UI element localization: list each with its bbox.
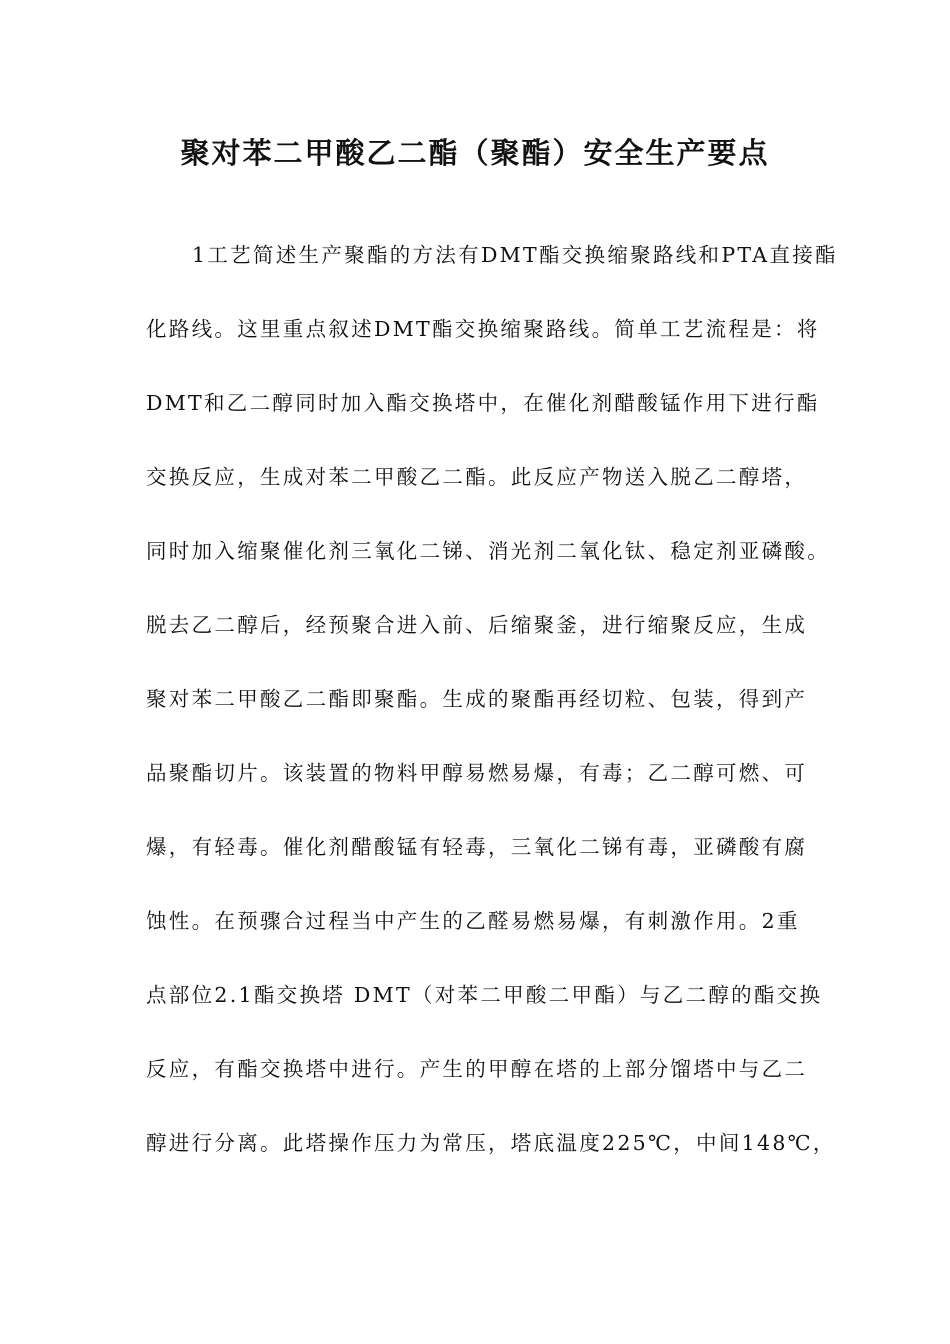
body-line-13: 醇进行分离。此塔操作压力为常压，塔底温度225℃，中间148℃， bbox=[146, 1131, 836, 1155]
body-line-11: 点部位2.1酯交换塔 DMT（对苯二甲酸二甲酯）与乙二醇的酯交换 bbox=[146, 983, 823, 1007]
body-line-3: DMT和乙二醇同时加入酯交换塔中，在催化剂醋酸锰作用下进行酯 bbox=[146, 391, 820, 415]
body-line-6: 脱去乙二醇后，经预聚合进入前、后缩聚釜，进行缩聚反应，生成 bbox=[146, 613, 808, 637]
document-title: 聚对苯二甲酸乙二酯（聚酯）安全生产要点 bbox=[180, 136, 770, 170]
body-line-9: 爆，有轻毒。催化剂醋酸锰有轻毒，三氧化二锑有毒，亚磷酸有腐 bbox=[146, 835, 808, 859]
body-line-12: 反应，有酯交换塔中进行。产生的甲醇在塔的上部分馏塔中与乙二 bbox=[146, 1057, 808, 1081]
body-line-5: 同时加入缩聚催化剂三氧化二锑、消光剂二氧化钛、稳定剂亚磷酸。 bbox=[146, 539, 830, 563]
document-body bbox=[146, 231, 838, 1193]
body-line-8: 品聚酯切片。该装置的物料甲醇易燃易爆，有毒；乙二醇可燃、可 bbox=[146, 761, 808, 785]
body-line-1: 1工艺简述生产聚酯的方法有DMT酯交换缩聚路线和PTA直接酯 bbox=[192, 243, 838, 267]
body-line-10: 蚀性。在预骤合过程当中产生的乙醛易燃易爆，有刺激作用。2重 bbox=[146, 909, 800, 933]
body-line-4: 交换反应，生成对苯二甲酸乙二酯。此反应产物送入脱乙二醇塔， bbox=[146, 465, 808, 489]
body-line-7: 聚对苯二甲酸乙二酯即聚酯。生成的聚酯再经切粒、包装，得到产 bbox=[146, 687, 808, 711]
body-line-2: 化路线。这里重点叙述DMT酯交换缩聚路线。简单工艺流程是：将 bbox=[146, 317, 820, 341]
